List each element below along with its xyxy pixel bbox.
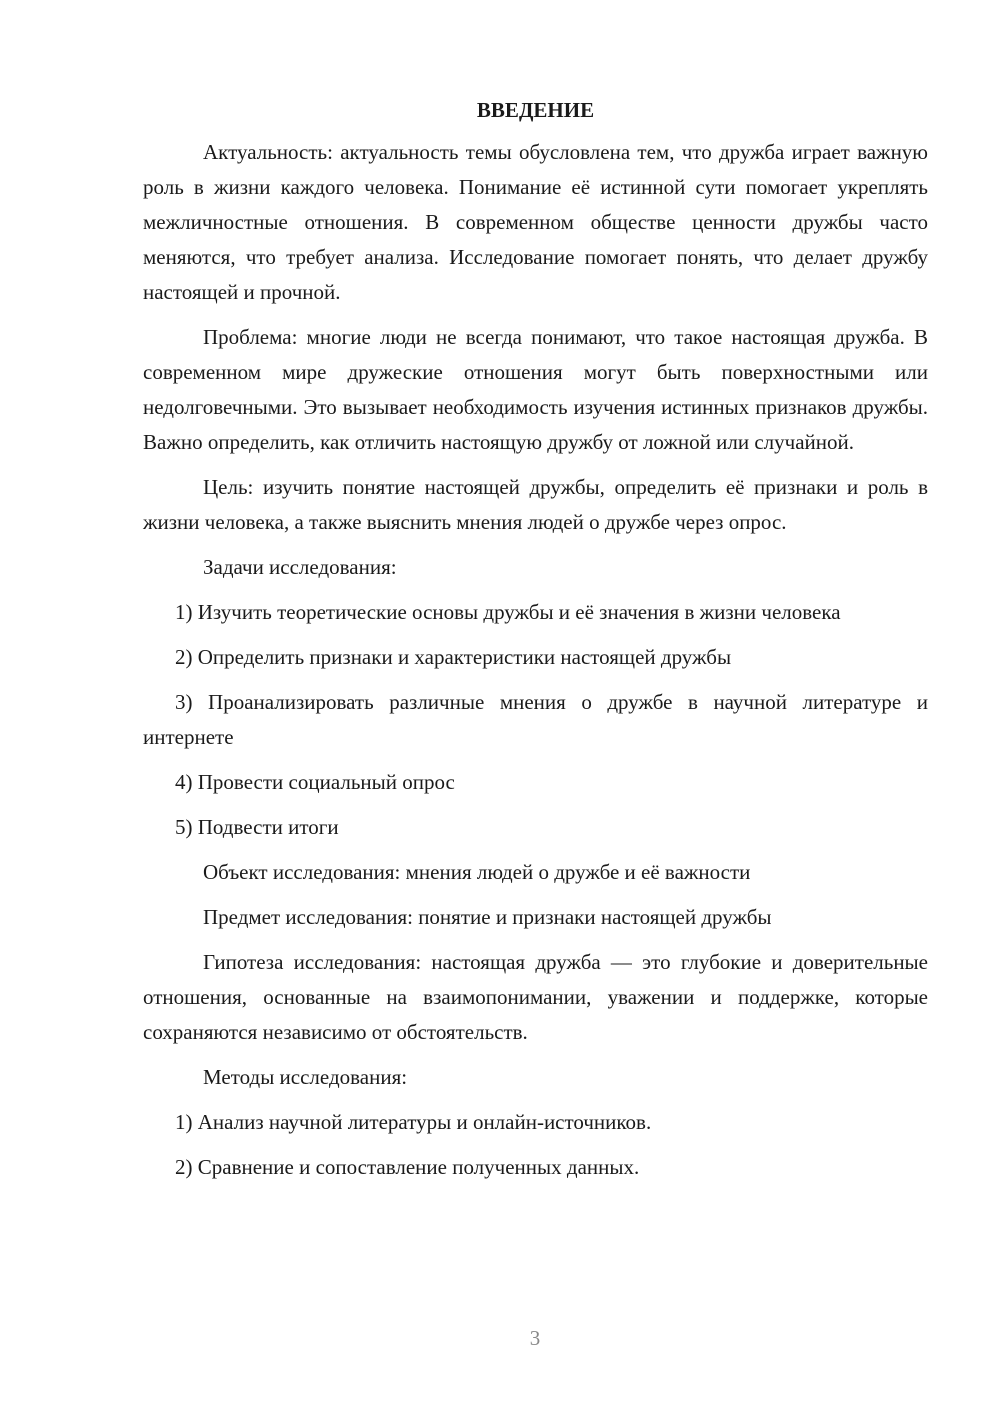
task-item: 1) Изучить теоретические основы дружбы и её значения в жизни человека [175, 600, 841, 624]
subject-paragraph: Предмет исследования: понятие и признаки настоящей дружбы [203, 905, 772, 929]
task-item: 5) Подвести итоги [175, 815, 339, 839]
tasks-heading: Задачи исследования: [203, 555, 397, 579]
method-item: 1) Анализ научной литературы и онлайн-источников. [175, 1110, 652, 1134]
document-body [143, 95, 928, 1195]
problem-paragraph: Проблема: многие люди не всегда понимают, что такое настоящая дружба. В современном мире дружеские отношения могут быть поверхностными или недолговечными. Это вызывает необходимость изучения истинных признаков дружбы. Важно определить, как отличить настоящую дружбу от ложной или случайной. [143, 325, 928, 454]
goal-paragraph: Цель: изучить понятие настоящей дружбы, определить её признаки и роль в жизни человека, а также выяснить мнения людей о дружбе через опрос. [143, 475, 928, 534]
page-number: 3 [529, 1326, 541, 1350]
methods-heading: Методы исследования: [203, 1065, 408, 1089]
hypothesis-paragraph: Гипотеза исследования: настоящая дружба — это глубокие и доверительные отношения, основанные на взаимопонимании, уважении и поддержке, которые сохраняются независимо от обстоятельств. [143, 950, 928, 1044]
relevance-paragraph: Актуальность: актуальность темы обусловлена тем, что дружба играет важную роль в жизни каждого человека. Понимание её истинной сути помогает укреплять межличностные отношения. В современном обществе ценности дружбы часто меняются, что требует анализа. Исследование помогает понять, что делает дружбу настоящей и прочной. [143, 140, 928, 304]
task-item: 4) Провести социальный опрос [175, 770, 455, 794]
task-item: 3) Проанализировать различные мнения о дружбе в научной литературе и интернете [143, 690, 928, 749]
object-paragraph: Объект исследования: мнения людей о дружбе и её важности [203, 860, 751, 884]
method-item: 2) Сравнение и сопоставление полученных данных. [175, 1155, 640, 1179]
page-title: ВВЕДЕНИЕ [476, 98, 595, 122]
task-item: 2) Определить признаки и характеристики настоящей дружбы [175, 645, 732, 669]
